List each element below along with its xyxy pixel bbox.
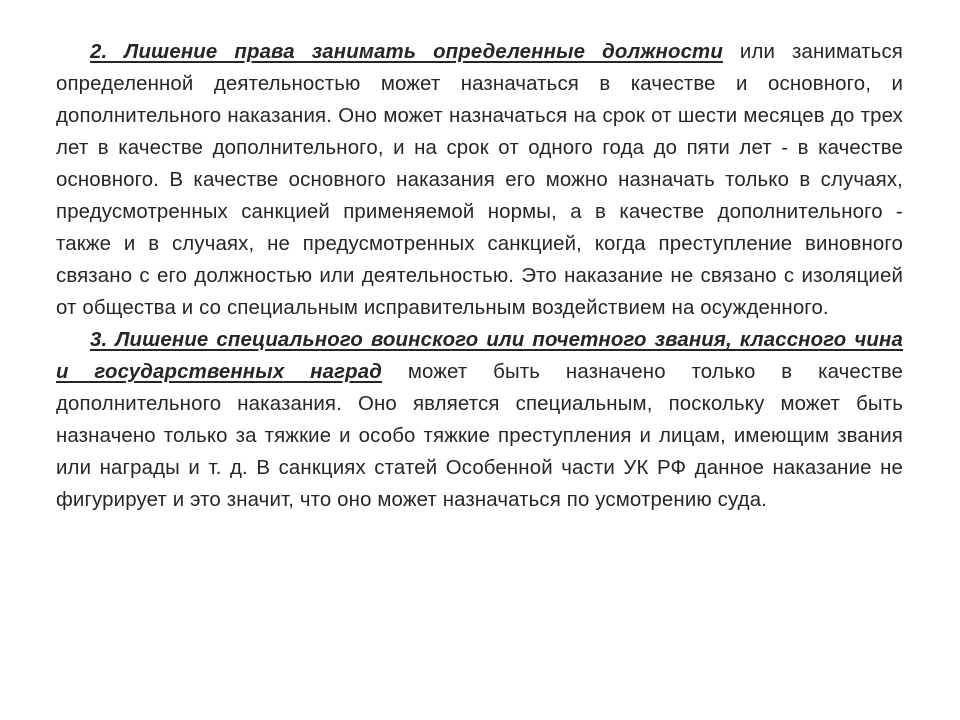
paragraph-deprivation-of-rank — [56, 324, 903, 516]
paragraph-body: или заниматься определенной деятельностью может назначаться в качестве и основного, и дополнительного наказания. Оно может назначаться на срок от шести месяцев до трех лет в качестве дополнительного, и на срок от одного года до пяти лет - в качестве основного. В качестве основного наказания его можно назначать только в случаях, предусмотренных санкцией применяемой нормы, а в качестве дополнительного - также и в случаях, не предусмотренных санкцией, когда преступление виновного связано с его должностью или деятельностью. Это наказание не связано с изоляцией от общества и со специальным исправительным воздействием на осужденного. — [56, 41, 903, 319]
paragraph-deprivation-of-right — [56, 36, 903, 324]
paragraph-body: может быть назначено только в качестве дополнительного наказания. Оно является специальным, поскольку может быть назначено только за тяжкие и особо тяжкие преступления и лицам, имеющим звания или награды и т. д. В санкциях статей Особенной части УК РФ данное наказание не фигурирует и это значит, что оно может назначаться по усмотрению суда. — [56, 361, 903, 511]
paragraph-heading: 2. Лишение права занимать определенные должности — [90, 41, 723, 63]
paragraph-heading: 3. Лишение специального воинского или почетного звания, классного чина и государственных наград — [56, 329, 903, 383]
text-block — [56, 36, 903, 516]
